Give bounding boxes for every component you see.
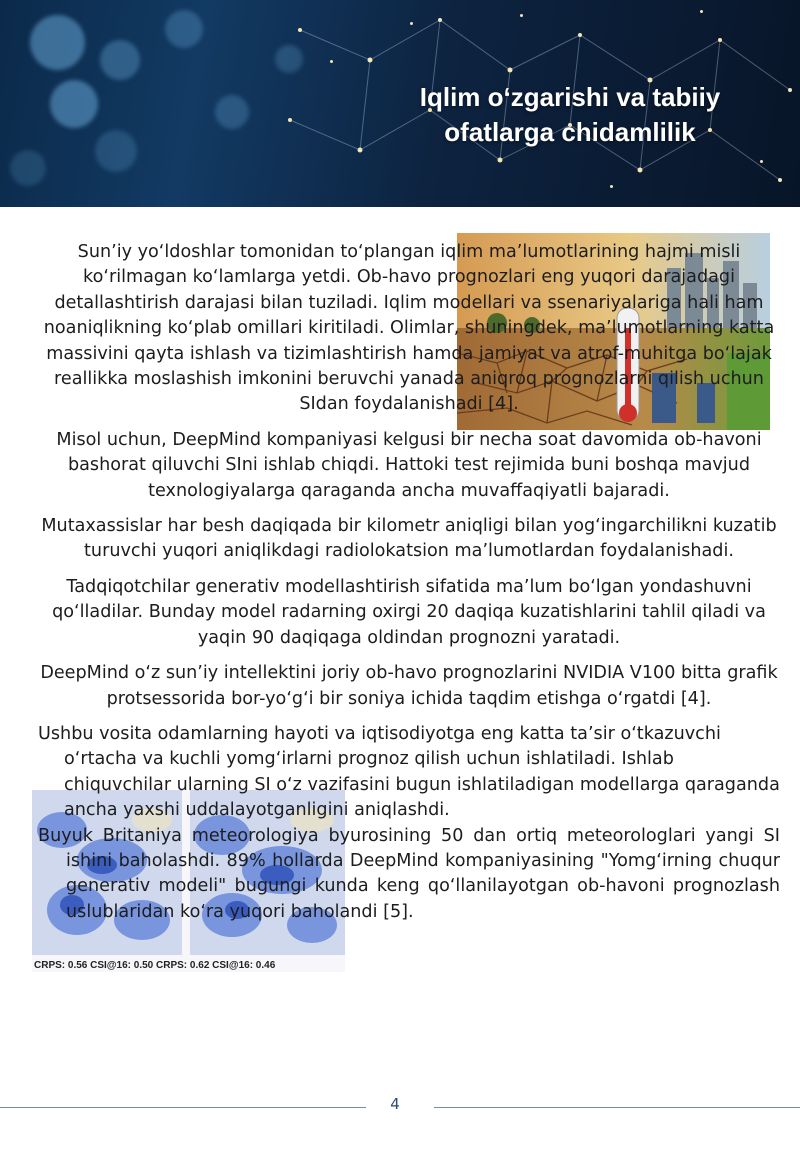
page-title: Iqlim o‘zgarishi va tabiiy ofatlarga chidamlilik [419, 82, 721, 147]
bokeh-light [50, 80, 98, 128]
article-body [38, 240, 780, 935]
paragraph: Tadqiqotchilar generativ modellashtirish sifatida ma’lum bo‘lgan yondashuvni qo‘lladilar. Bunday model radarning oxirgi 20 daqiqa kuzatishlarini tahlil qiladi va yaqin 90 daqiqaga oldindan prognozni yaratadi. [52, 576, 766, 648]
footer-divider-right [434, 1107, 800, 1108]
bokeh-light [10, 150, 46, 186]
map-caption: CRPS: 0.56 CSI@16: 0.50 CRPS: 0.62 CSI@16: 0.46 [34, 960, 276, 971]
bokeh-light [215, 95, 249, 129]
footer-divider-left [0, 1107, 366, 1108]
paragraph: Mutaxassislar har besh daqiqada bir kilometr aniqligi bilan yog‘ingarchilikni kuzatib turuvchi yuqori aniqlikdagi radiolokatsion ma’lumotlardan foydalanishadi. [41, 516, 777, 562]
paragraph: Ushbu vosita odamlarning hayoti va iqtisodiyotga eng katta ta’sir o‘tkazuvchi o‘rtacha va kuchli yomg‘irlarni prognoz qilish uchun ishlatiladi. Ishlab chiquvchilar ularning SI o‘z vazifasini bugun ishlatiladigan modellarga qaraganda ancha yaxshi uddalayotganligini aniqlashdi. [38, 723, 780, 821]
bokeh-light [95, 130, 137, 172]
paragraph: DeepMind o‘z sun’iy intellektini joriy ob-havo prognozlarini NVIDIA V100 bitta grafik protsessorida bor-yo‘g‘i bir soniya ichida taqdim etishga o‘rgatdi [4]. [40, 663, 778, 709]
header-banner [0, 0, 800, 207]
paragraph: Buyuk Britaniya meteorologiya byurosining 50 dan ortiq meteorologlari yangi SI ishini baholashdi. 89% hollarda DeepMind kompaniyasining "Yomg‘irning chuqur generativ modeli" bugungi kunda keng qo‘llanilayotgan ob-havoni prognozlash uslublaridan ko‘ra yuqori baholandi [5]. [38, 825, 780, 922]
bokeh-light [100, 40, 140, 80]
bokeh-light [165, 10, 203, 48]
paragraph: Sun’iy yo‘ldoshlar tomonidan to‘plangan iqlim ma’lumotlarining hajmi misli ko‘rilmagan ko‘lamlarga yetdi. Ob-havo prognozlari eng yuqori darajadagi detallashtirish darajasi bilan tuziladi. Iqlim modellari va ssenariyalariga hali ham noaniqlikning ko‘plab omillari kiritiladi. Olimlar, shuningdek, ma’lumotlarning katta massivini qayta ishlash va tizimlashtirish hamda jamiyat va atrof-muhitga bo‘lajak reallikka moslashish imkonini beruvchi yanada aniqroq prognozlarni qilish uchun SIdan foydalanishadi [4]. [43, 242, 775, 415]
paragraph: Misol uchun, DeepMind kompaniyasi kelgusi bir necha soat davomida ob-havoni bashorat qiluvchi SIni ishlab chiqdi. Hattoki test rejimida buni boshqa mavjud texnologiyalarga qaraganda ancha muvaffaqiyatli bajaradi. [56, 429, 762, 501]
bokeh-light [30, 15, 85, 70]
page-number: 4 [390, 1095, 400, 1113]
